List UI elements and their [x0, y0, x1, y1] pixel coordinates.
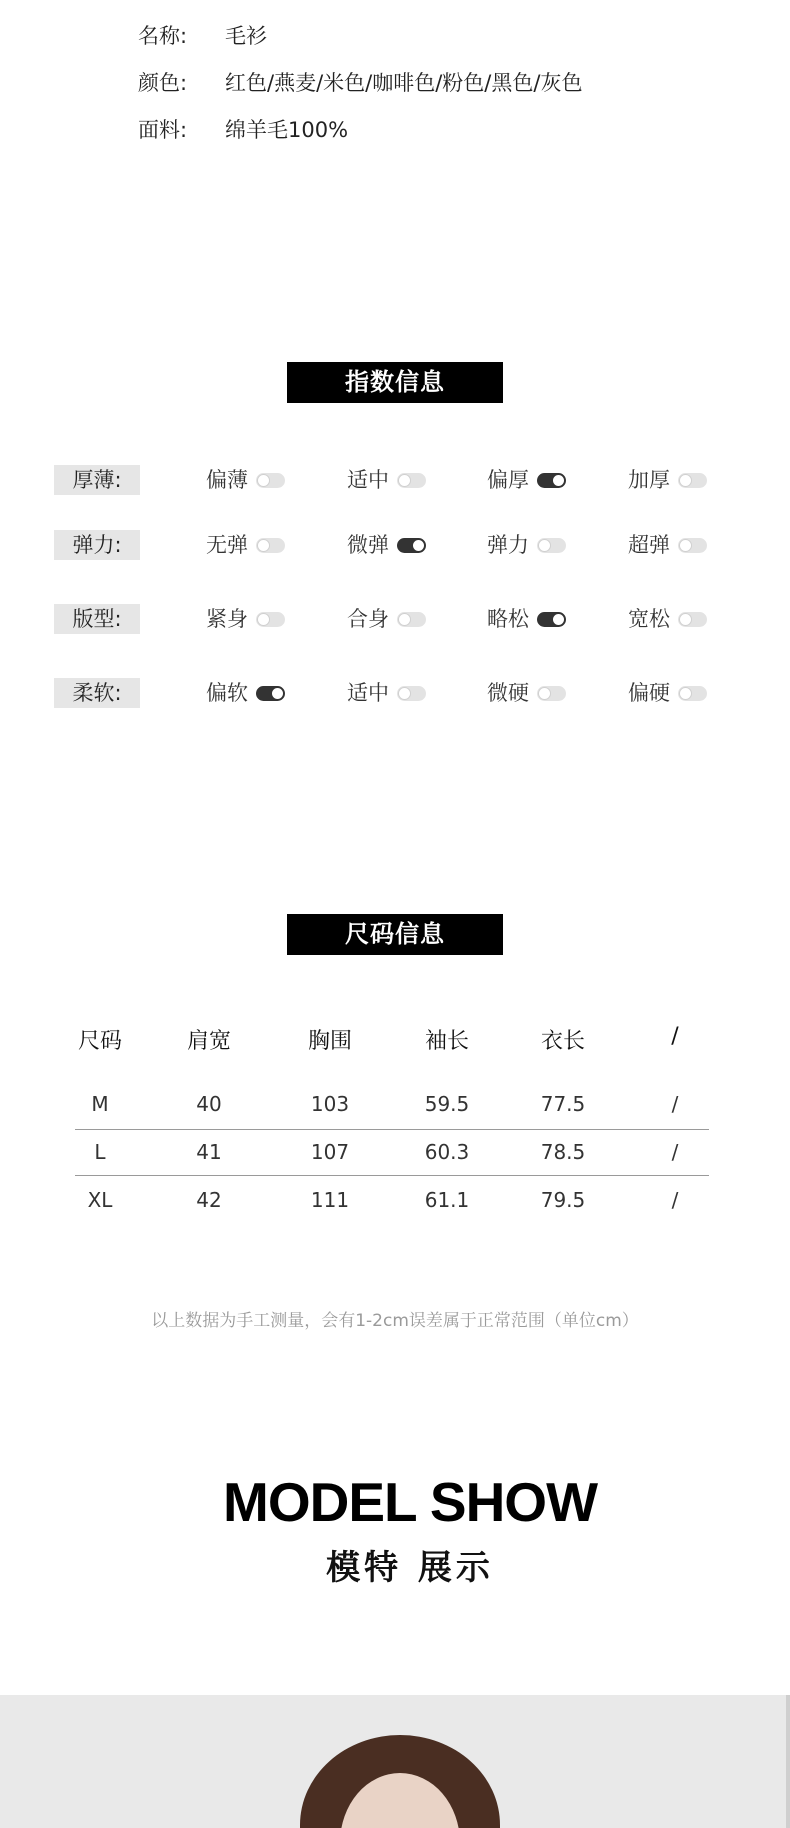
attribute-option	[487, 678, 566, 708]
attribute-row	[54, 465, 744, 495]
attribute-option	[628, 530, 707, 560]
option-label: 偏厚	[487, 468, 529, 492]
toggle-knob	[679, 539, 692, 552]
option-label: 微弹	[347, 533, 389, 557]
attribute-option	[347, 465, 426, 495]
toggle-on-icon[interactable]	[256, 686, 285, 701]
size-column-header: 肩宽	[186, 1029, 231, 1054]
size-cell: XL	[87, 1188, 113, 1212]
option-label: 合身	[347, 607, 389, 631]
option-label: 微硬	[487, 681, 529, 705]
toggle-knob	[398, 474, 411, 487]
toggle-on-icon[interactable]	[537, 612, 566, 627]
fabric-label: 面料:	[138, 118, 188, 142]
toggle-knob	[398, 687, 411, 700]
toggle-off-icon[interactable]	[397, 473, 426, 488]
size-cell: /	[671, 1188, 679, 1212]
attribute-option	[628, 604, 707, 634]
model-show-title: MODEL SHOW	[223, 1471, 597, 1533]
product-name-row	[138, 22, 267, 50]
color-value: 红色/燕麦/米色/咖啡色/粉色/黑色/灰色	[225, 71, 583, 95]
size-cell: 78.5	[540, 1140, 586, 1164]
table-divider	[75, 1129, 709, 1130]
option-label: 偏薄	[206, 468, 248, 492]
scroll-edge	[786, 1695, 790, 1828]
attribute-label: 厚薄:	[54, 465, 140, 495]
toggle-knob	[257, 613, 270, 626]
size-cell: M	[91, 1092, 109, 1116]
size-cell: 59.5	[424, 1092, 470, 1116]
option-label: 超弹	[628, 533, 670, 557]
attribute-label: 版型:	[54, 604, 140, 634]
size-cell: 103	[310, 1092, 350, 1116]
size-cell: 77.5	[540, 1092, 586, 1116]
attribute-option	[487, 604, 566, 634]
toggle-off-icon[interactable]	[256, 538, 285, 553]
attribute-row	[54, 678, 744, 708]
toggle-knob	[679, 474, 692, 487]
toggle-off-icon[interactable]	[256, 473, 285, 488]
size-column-header: /	[671, 1024, 679, 1049]
size-column-header: 袖长	[424, 1029, 469, 1054]
toggle-off-icon[interactable]	[397, 686, 426, 701]
toggle-off-icon[interactable]	[537, 686, 566, 701]
attribute-option	[487, 530, 566, 560]
toggle-knob	[538, 687, 551, 700]
toggle-knob	[538, 539, 551, 552]
product-color-row	[138, 69, 582, 97]
toggle-off-icon[interactable]	[678, 538, 707, 553]
toggle-off-icon[interactable]	[678, 612, 707, 627]
attribute-option	[347, 678, 426, 708]
toggle-knob	[552, 474, 565, 487]
size-cell: 42	[196, 1188, 222, 1212]
size-column-header: 胸围	[307, 1029, 352, 1054]
size-cell: 60.3	[424, 1140, 470, 1164]
option-label: 宽松	[628, 607, 670, 631]
attribute-label: 柔软:	[54, 678, 140, 708]
size-cell: 111	[310, 1188, 350, 1212]
model-photo	[0, 1695, 790, 1828]
toggle-on-icon[interactable]	[397, 538, 426, 553]
index-section-title: 指数信息	[287, 362, 503, 403]
toggle-knob	[412, 539, 425, 552]
size-column-header: 衣长	[540, 1029, 585, 1054]
size-cell: 41	[196, 1140, 222, 1164]
option-label: 无弹	[206, 533, 248, 557]
option-label: 加厚	[628, 468, 670, 492]
toggle-off-icon[interactable]	[678, 473, 707, 488]
model-show-subtitle: 模特 展示	[326, 1548, 494, 1588]
toggle-knob	[552, 613, 565, 626]
attribute-option	[347, 604, 426, 634]
attribute-row	[54, 604, 744, 634]
name-value: 毛衫	[225, 24, 267, 48]
size-cell: 40	[196, 1092, 222, 1116]
attribute-option	[206, 678, 285, 708]
toggle-knob	[257, 539, 270, 552]
attribute-option	[628, 465, 707, 495]
size-column-header: 尺码	[77, 1029, 122, 1054]
option-label: 适中	[347, 681, 389, 705]
attribute-label: 弹力:	[54, 530, 140, 560]
size-section-title: 尺码信息	[287, 914, 503, 955]
toggle-on-icon[interactable]	[537, 473, 566, 488]
table-divider	[75, 1175, 709, 1176]
attribute-option	[487, 465, 566, 495]
option-label: 紧身	[206, 607, 248, 631]
toggle-off-icon[interactable]	[256, 612, 285, 627]
toggle-knob	[679, 687, 692, 700]
product-fabric-row	[138, 116, 348, 144]
toggle-off-icon[interactable]	[397, 612, 426, 627]
size-cell: /	[671, 1140, 679, 1164]
attribute-option	[628, 678, 707, 708]
size-cell: /	[671, 1092, 679, 1116]
toggle-knob	[679, 613, 692, 626]
toggle-knob	[271, 687, 284, 700]
option-label: 弹力	[487, 533, 529, 557]
toggle-knob	[398, 613, 411, 626]
option-label: 偏软	[206, 681, 248, 705]
option-label: 偏硬	[628, 681, 670, 705]
attribute-option	[206, 530, 285, 560]
attribute-option	[206, 604, 285, 634]
size-cell: 61.1	[424, 1188, 470, 1212]
attribute-option	[347, 530, 426, 560]
fabric-value: 绵羊毛100%	[225, 118, 349, 142]
attribute-row	[54, 530, 744, 560]
toggle-off-icon[interactable]	[537, 538, 566, 553]
toggle-knob	[257, 474, 270, 487]
option-label: 略松	[487, 607, 529, 631]
option-label: 适中	[347, 468, 389, 492]
size-cell: 107	[310, 1140, 350, 1164]
size-cell: 79.5	[540, 1188, 586, 1212]
size-cell: L	[94, 1140, 106, 1164]
name-label: 名称:	[138, 24, 188, 48]
measurement-note: 以上数据为手工测量，会有1-2cm误差属于正常范围（单位cm）	[151, 1311, 639, 1331]
attribute-option	[206, 465, 285, 495]
color-label: 颜色:	[138, 71, 188, 95]
toggle-off-icon[interactable]	[678, 686, 707, 701]
